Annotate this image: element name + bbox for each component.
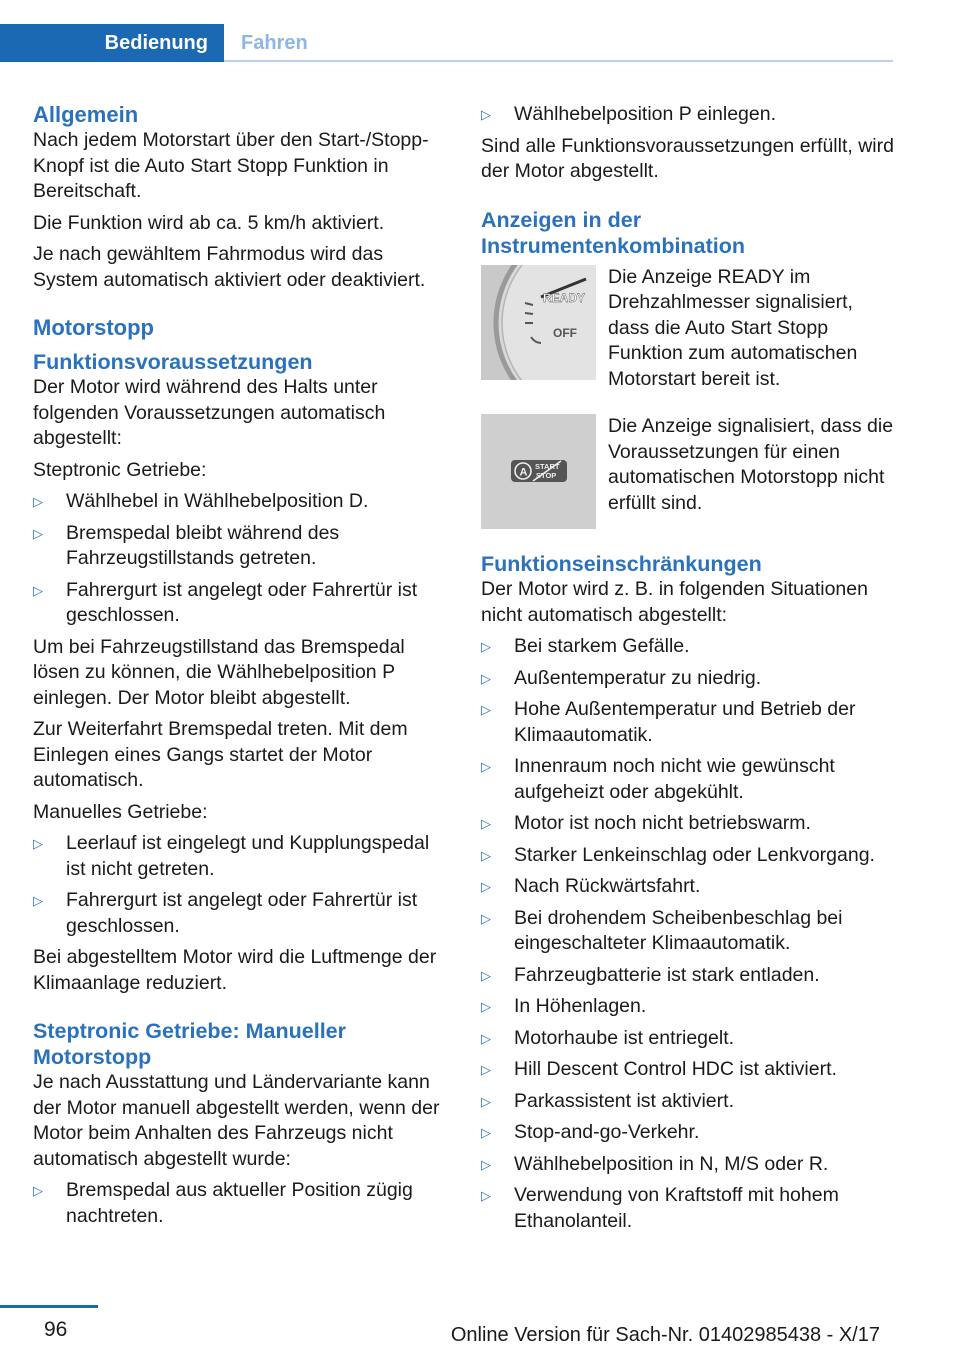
bullet-list (33, 489, 443, 629)
bullet-triangle-icon: ▷ (33, 494, 43, 509)
bullet-triangle-icon: ▷ (33, 582, 43, 598)
paragraph: Sind alle Funktionsvoraussetzungen erfüllt, wird der Motor abgestellt. (481, 134, 894, 182)
bullet-triangle-icon: ▷ (481, 759, 491, 774)
list-item: ▷ Motorhaube ist entriegelt. (481, 1026, 895, 1052)
start-label: START (535, 462, 560, 471)
bullet-triangle-icon: ▷ (33, 1183, 43, 1198)
list-item: ▷ Parkassistent ist aktiviert. (481, 1089, 895, 1115)
list-item: ▷ Wählhebel in Wählhebelposition D. (33, 489, 443, 515)
ready-label: READY (543, 290, 586, 305)
bullet-list (481, 634, 895, 1234)
bullet-triangle-icon: ▷ (481, 879, 491, 894)
tab-divider (224, 60, 893, 62)
figure-start-stop-indicator (481, 414, 895, 529)
paragraph: Je nach gewähltem Fahrmodus wird das System automatisch aktiviert oder deaktiviert. (33, 243, 426, 291)
start-stop-warning-image (481, 414, 596, 529)
left-column (33, 102, 443, 1235)
heading-anzeigen: Anzeigen in der Instrumentenkombination (481, 207, 745, 258)
paragraph: Die Funktion wird ab ca. 5 km/h aktiviert. (33, 211, 385, 234)
list-item: ▷ Hill Descent Control HDC ist aktiviert. (481, 1057, 895, 1083)
bullet-triangle-icon: ▷ (481, 816, 491, 831)
bullet-list (481, 102, 895, 128)
bullet-triangle-icon: ▷ (481, 702, 491, 717)
paragraph: Bei abgestelltem Motor wird die Luftmenge der Klimaanlage reduziert. (33, 946, 437, 994)
paragraph: Je nach Ausstattung und Ländervariante kann der Motor manuell abgestellt werden, wenn der Motor beim Anhalten des Fahrzeugs nicht automatisch abgestellt wurde: (33, 1071, 440, 1170)
page-number: 96 (44, 1318, 68, 1341)
paragraph: Manuelles Getriebe: (33, 800, 208, 823)
list-item: ▷ Motor ist noch nicht betriebswarm. (481, 811, 895, 837)
list-item: ▷ Fahrergurt ist angelegt oder Fahrertür ist geschlossen. (33, 889, 418, 937)
bullet-triangle-icon: ▷ (481, 107, 491, 122)
list-item: ▷ Hohe Außentemperatur und Betrieb der Klimaautomatik. (481, 698, 856, 746)
heading-motorstopp: Motorstopp (33, 315, 154, 340)
paragraph: Um bei Fahrzeugstillstand das Bremspedal lösen zu können, die Wählhebelposition P einlegen. Der Motor bleibt abgestellt. (33, 635, 405, 709)
list-item: ▷ Wählhebelposition in N, M/S oder R. (481, 1152, 895, 1178)
list-item: ▷ Leerlauf ist eingelegt und Kupplungspedal ist nicht getreten. (33, 832, 430, 880)
list-item: ▷ In Höhenlagen. (481, 994, 895, 1020)
auto-a-icon: A (519, 466, 528, 479)
list-item: ▷ Fahrergurt ist angelegt oder Fahrertür ist geschlossen. (33, 578, 418, 626)
list-item: ▷ Nach Rückwärtsfahrt. (481, 874, 895, 900)
list-item: ▷ Wählhebelposition P einlegen. (481, 102, 895, 128)
tachometer-ready-image (481, 265, 596, 380)
list-item: ▷ Fahrzeugbatterie ist stark entladen. (481, 963, 895, 989)
paragraph: Steptronic Getriebe: (33, 458, 207, 481)
paragraph: Der Motor wird während des Halts unter folgenden Voraussetzungen automatisch abgestellt: (33, 376, 386, 449)
bullet-triangle-icon: ▷ (481, 1093, 491, 1109)
bullet-triangle-icon: ▷ (481, 999, 491, 1014)
bullet-triangle-icon: ▷ (481, 670, 491, 686)
list-item: ▷ Außentemperatur zu niedrig. (481, 666, 895, 692)
tab-bedienung[interactable]: Bedienung (0, 24, 224, 62)
bullet-list (33, 1178, 443, 1229)
bullet-triangle-icon: ▷ (481, 639, 491, 654)
heading-allgemein: Allgemein (33, 102, 139, 127)
stop-label: STOP (536, 471, 557, 480)
heading-funktionsvoraussetzungen: Funktionsvoraussetzungen (33, 350, 313, 374)
list-item: ▷ Bei drohendem Scheibenbeschlag bei eingeschalteter Klimaautomatik. (481, 906, 843, 954)
footer-note: Online Version für Sach-Nr. 01402985438 - X/17 (450, 1324, 880, 1346)
bullet-triangle-icon: ▷ (481, 1156, 491, 1172)
figure-ready-indicator (481, 265, 895, 393)
off-label: OFF (553, 325, 577, 340)
bullet-triangle-icon: ▷ (481, 967, 491, 983)
right-column (481, 102, 895, 1240)
paragraph: Nach jedem Motorstart über den Start-/Stopp-Knopf ist die Auto Start Stopp Funktion in Bereitschaft. (33, 129, 429, 202)
heading-funktionseinschraenkungen: Funktionseinschränkungen (481, 552, 762, 576)
figure-caption: Die Anzeige READY im Drehzahlmesser signalisiert, dass die Auto Start Stopp Funktion zum automatischen Motorstart bereit ist. (608, 265, 858, 390)
bullet-triangle-icon: ▷ (481, 1125, 491, 1140)
paragraph: Zur Weiterfahrt Bremspedal treten. Mit dem Einlegen eines Gangs startet der Motor automatisch. (33, 718, 408, 791)
list-item: ▷ Stop-and-go-Verkehr. (481, 1120, 895, 1146)
list-item: ▷ Bremspedal aus aktueller Position zügig nachtreten. (33, 1179, 413, 1227)
chapter-tabs (0, 24, 893, 62)
bullet-triangle-icon: ▷ (481, 1188, 491, 1203)
bullet-list (33, 831, 443, 939)
paragraph: Der Motor wird z. B. in folgenden Situationen nicht automatisch abgestellt: (481, 578, 868, 626)
list-item: ▷ Bremspedal bleibt während des Fahrzeugstillstands getreten. (33, 521, 340, 569)
bullet-triangle-icon: ▷ (481, 1030, 491, 1046)
bullet-triangle-icon: ▷ (481, 910, 491, 926)
list-item: ▷ Innenraum noch nicht wie gewünscht aufgeheizt oder abgekühlt. (481, 755, 835, 803)
figure-caption: Die Anzeige signalisiert, dass die Voraussetzungen für einen automatischen Motorstopp nicht erfüllt sind. (608, 415, 894, 514)
bullet-triangle-icon: ▷ (33, 525, 43, 541)
footer-rule (0, 1305, 98, 1308)
bullet-triangle-icon: ▷ (33, 836, 43, 851)
list-item: ▷ Verwendung von Kraftstoff mit hohem Ethanolanteil. (481, 1184, 839, 1232)
bullet-triangle-icon: ▷ (33, 893, 43, 908)
list-item: ▷ Starker Lenkeinschlag oder Lenkvorgang. (481, 843, 895, 869)
bullet-triangle-icon: ▷ (481, 847, 491, 863)
heading-manueller-motorstopp: Steptronic Getriebe: Manueller Motorstopp (33, 1019, 347, 1069)
list-item: ▷ Bei starkem Gefälle. (481, 634, 895, 660)
bullet-triangle-icon: ▷ (481, 1062, 491, 1077)
tab-fahren[interactable]: Fahren (241, 31, 308, 54)
